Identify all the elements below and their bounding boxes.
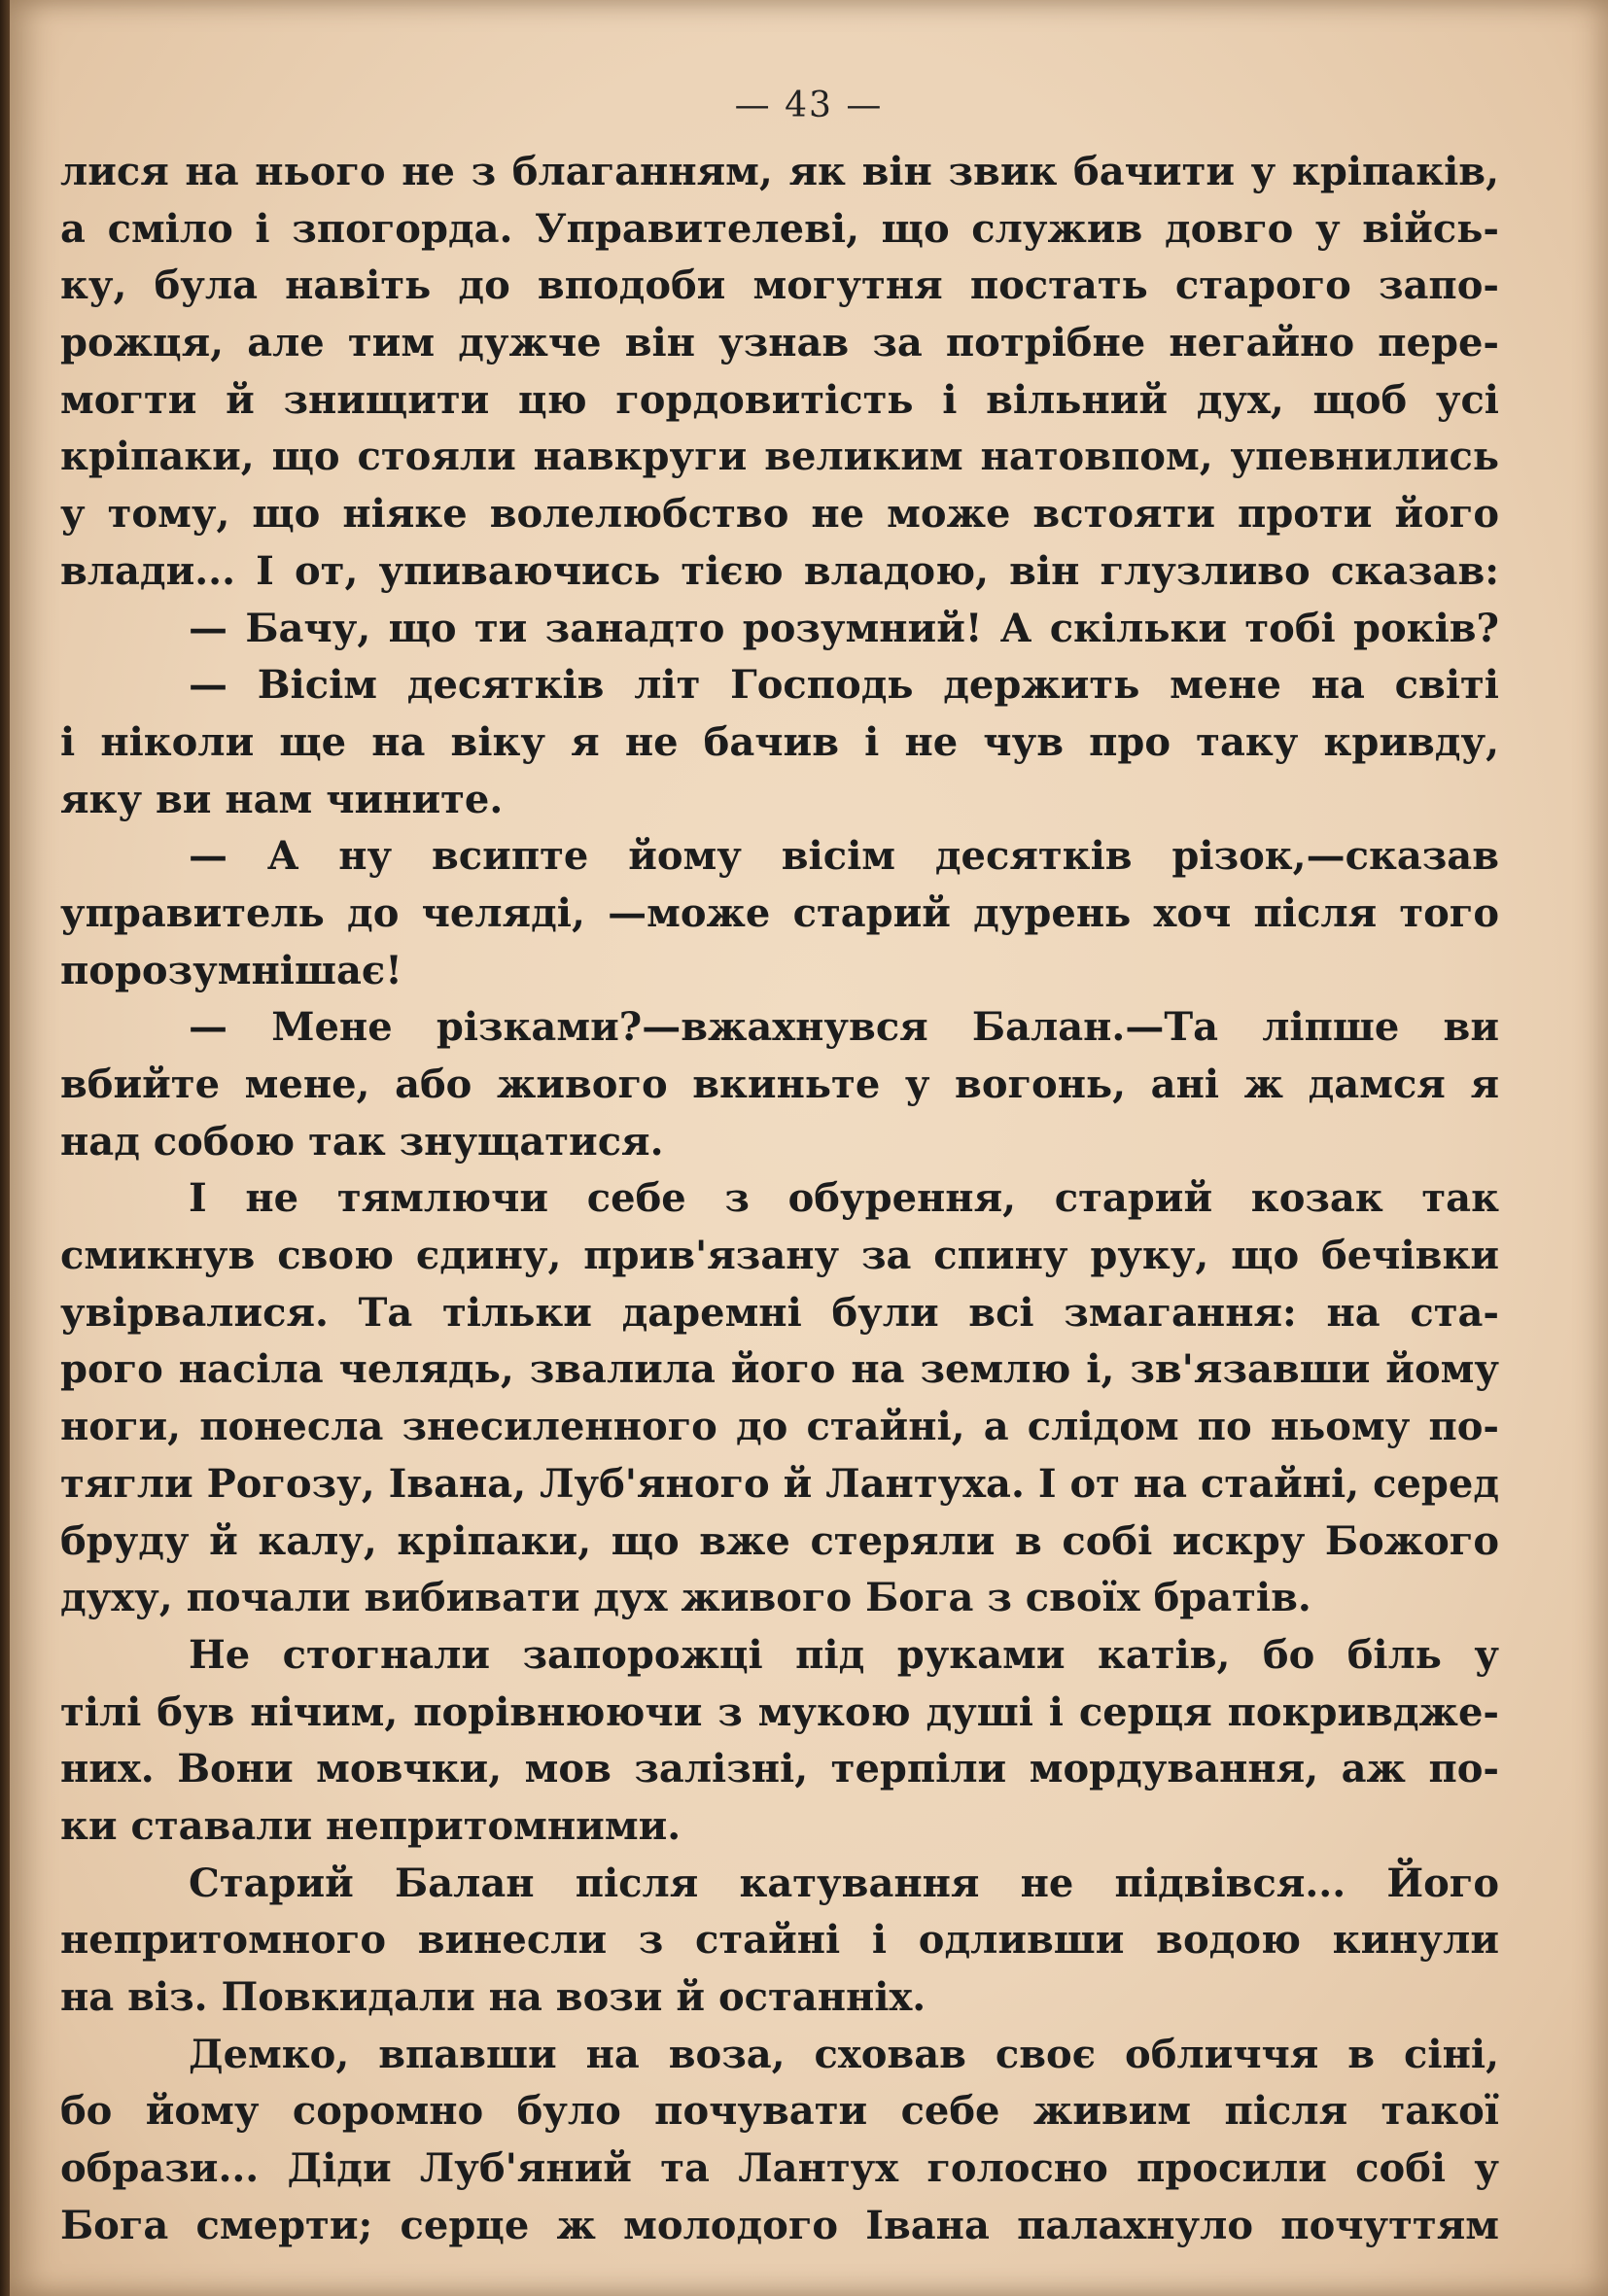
text-line: — Вісім десятків літ Господь держить мене на світі (189, 662, 1499, 709)
text-line: над собою так знущатися. (60, 1118, 664, 1165)
text-line: у тому, що ніяке волелюбство не може встояти проти його (60, 491, 1499, 538)
text-line: і ніколи ще на віку я не бачив і не чув про таку кривду, (60, 718, 1499, 765)
text-line: Старий Балан після катування не підвівся... Його (189, 1860, 1499, 1906)
book-page (10, 0, 1608, 2296)
text-line: ноги, понесла знесиленного до стайні, а слідом по ньому по- (60, 1404, 1499, 1450)
text-line: тягли Рогозу, Івана, Луб'яного й Лантуха. І от на стайні, серед (60, 1460, 1499, 1507)
text-line: на віз. Повкидали на вози й останніх. (60, 1974, 926, 2020)
text-line: рого насіла челядь, звалила його на землю і, зв'язавши йому (60, 1346, 1499, 1393)
text-line: тілі був нічим, порівнюючи з мукою душі і серця покривдже- (60, 1688, 1499, 1735)
text-line: них. Вони мовчки, мов залізні, терпіли мордування, аж по- (60, 1746, 1499, 1792)
text-line: — А ну всипте йому вісім десятків різок,—сказав (189, 833, 1499, 880)
page-number: — 43 — (734, 86, 884, 125)
text-line: рожця, але тим дужче він узнав за потрібне негайно пере- (60, 320, 1499, 366)
text-line: І не тямлючи себе з обурення, старий козак так (189, 1175, 1499, 1222)
text-line: ку, була навіть до вподоби могутня постать старого запо- (60, 262, 1499, 309)
text-line: духу, почали вибивати дух живого Бога з своїх братів. (60, 1575, 1311, 1621)
text-line: лися на нього не з благанням, як він звик бачити у кріпаків, (60, 149, 1499, 194)
page-text-body (60, 144, 1499, 2254)
text-line: яку ви нам чините. (60, 776, 504, 822)
text-line: бо йому соромно було почувати себе живим після такої (60, 2088, 1499, 2135)
text-line: — Бачу, що ти занадто розумний! А скільки тобі років? (189, 605, 1499, 651)
text-line: Бога смерти; серце ж молодого Івана палахнуло почуттям (60, 2202, 1499, 2248)
text-line: кріпаки, що стояли навкруги великим натовпом, упевнились (60, 434, 1499, 480)
text-line: а сміло і зпогорда. Управителеві, що служив довго у війсь- (60, 205, 1499, 252)
text-line: вбийте мене, або живого вкиньте у вогонь, ані ж дамся я (60, 1061, 1499, 1107)
text-line: образи... Діди Луб'яний та Лантух голосно просили собі у (60, 2145, 1499, 2192)
text-line: могти й знищити цю гордовитість і вільний дух, щоб усі (60, 376, 1499, 423)
text-line: смикнув свою єдину, прив'язану за спину руку, що бечівки (60, 1233, 1499, 1279)
text-line: увірвалися. Та тільки даремні були всі змагання: на ста- (60, 1289, 1499, 1336)
text-line: ки ставали непритомними. (60, 1802, 682, 1849)
text-line: — Мене різками?—вжахнувся Балан.—Та ліпше ви (189, 1004, 1499, 1051)
text-line: управитель до челяді, —може старий дурень хоч після того (60, 889, 1499, 936)
text-line: бруду й калу, кріпаки, що вже стеряли в собі искру Божого (60, 1517, 1499, 1564)
text-line: порозумнішає! (60, 947, 402, 993)
text-line: влади... І от, упиваючись тією владою, він глузливо сказав: (60, 547, 1499, 594)
text-line: Не стогнали запорожці під руками катів, бо біль у (189, 1631, 1499, 1678)
text-line: Демко, впавши на воза, сховав своє обличчя в сіні, (189, 2031, 1499, 2077)
text-line: непритомного винесли з стайні і одливши водою кинули (60, 1917, 1499, 1964)
